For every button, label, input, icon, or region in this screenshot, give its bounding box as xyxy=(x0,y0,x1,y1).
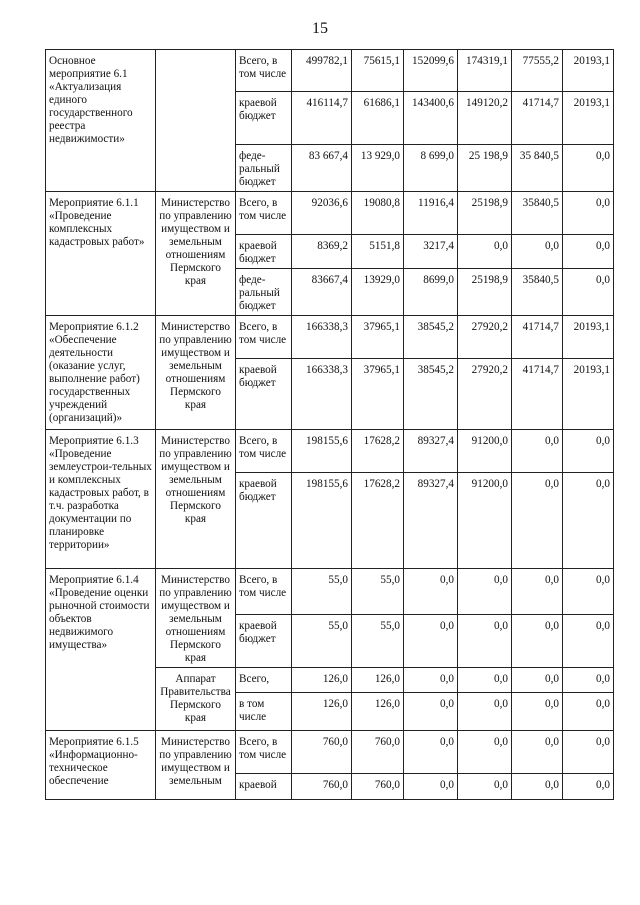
funding-source: в том числе xyxy=(236,693,292,731)
amount-cell: 0,0 xyxy=(563,614,614,667)
amount-cell: 416114,7 xyxy=(292,92,352,145)
amount-cell: 27920,2 xyxy=(458,359,512,430)
amount-cell: 0,0 xyxy=(563,235,614,269)
amount-cell: 760,0 xyxy=(352,731,404,774)
amount-cell: 89327,4 xyxy=(404,473,458,569)
executor-cell: Министерство по управлению имуществом и земельным отношениям Пермского края xyxy=(156,316,236,430)
funding-source: краевой бюджет xyxy=(236,92,292,145)
amount-cell: 55,0 xyxy=(292,614,352,667)
amount-cell: 20193,1 xyxy=(563,316,614,359)
amount-cell: 77555,2 xyxy=(512,50,563,92)
amount-cell: 0,0 xyxy=(512,693,563,731)
amount-cell: 0,0 xyxy=(563,145,614,192)
amount-cell: 0,0 xyxy=(404,614,458,667)
amount-cell: 41714,7 xyxy=(512,92,563,145)
executor-cell: Министерство по управлению имуществом и земельным xyxy=(156,731,236,800)
amount-cell: 0,0 xyxy=(512,235,563,269)
amount-cell: 19080,8 xyxy=(352,192,404,235)
amount-cell: 0,0 xyxy=(458,774,512,800)
amount-cell: 91200,0 xyxy=(458,473,512,569)
amount-cell: 174319,1 xyxy=(458,50,512,92)
funding-source: Всего, в том числе xyxy=(236,50,292,92)
amount-cell: 0,0 xyxy=(512,569,563,615)
page-number: 15 xyxy=(312,20,328,37)
funding-source: краевой бюджет xyxy=(236,614,292,667)
amount-cell: 41714,7 xyxy=(512,359,563,430)
amount-cell: 35 840,5 xyxy=(512,145,563,192)
amount-cell: 166338,3 xyxy=(292,316,352,359)
amount-cell: 83667,4 xyxy=(292,269,352,316)
amount-cell: 0,0 xyxy=(563,430,614,473)
amount-cell: 13 929,0 xyxy=(352,145,404,192)
amount-cell: 0,0 xyxy=(404,731,458,774)
amount-cell: 0,0 xyxy=(458,235,512,269)
amount-cell: 126,0 xyxy=(352,693,404,731)
activity-name: Мероприятие 6.1.3 «Проведение землеустрои-тельных и комплексных кадастровых работ, в т.ч. разработка документации по планировке территории» xyxy=(46,430,156,569)
amount-cell: 126,0 xyxy=(352,668,404,693)
amount-cell: 0,0 xyxy=(563,569,614,615)
amount-cell: 0,0 xyxy=(458,569,512,615)
table-row xyxy=(46,316,614,359)
amount-cell: 91200,0 xyxy=(458,430,512,473)
amount-cell: 0,0 xyxy=(563,473,614,569)
executor-cell: Министерство по управлению имуществом и земельным отношениям Пермского края xyxy=(156,192,236,316)
amount-cell: 0,0 xyxy=(563,269,614,316)
amount-cell: 89327,4 xyxy=(404,430,458,473)
amount-cell: 0,0 xyxy=(512,731,563,774)
amount-cell: 499782,1 xyxy=(292,50,352,92)
amount-cell: 38545,2 xyxy=(404,316,458,359)
table-row xyxy=(46,50,614,92)
amount-cell: 0,0 xyxy=(512,774,563,800)
amount-cell: 198155,6 xyxy=(292,430,352,473)
amount-cell: 20193,1 xyxy=(563,50,614,92)
funding-source: феде-ральный бюджет xyxy=(236,269,292,316)
activity-name: Мероприятие 6.1.2 «Обеспечение деятельности (оказание услуг, выполнение работ) государственных учреждений (организаций)» xyxy=(46,316,156,430)
amount-cell: 27920,2 xyxy=(458,316,512,359)
amount-cell: 126,0 xyxy=(292,668,352,693)
table-row xyxy=(46,731,614,774)
amount-cell: 25198,9 xyxy=(458,269,512,316)
table-row xyxy=(46,569,614,615)
funding-source: краевой бюджет xyxy=(236,235,292,269)
amount-cell: 0,0 xyxy=(404,668,458,693)
amount-cell: 17628,2 xyxy=(352,473,404,569)
amount-cell: 35840,5 xyxy=(512,269,563,316)
amount-cell: 61686,1 xyxy=(352,92,404,145)
amount-cell: 0,0 xyxy=(458,693,512,731)
amount-cell: 126,0 xyxy=(292,693,352,731)
amount-cell: 0,0 xyxy=(404,774,458,800)
amount-cell: 0,0 xyxy=(563,731,614,774)
executor-cell: Министерство по управлению имуществом и земельным отношениям Пермского края xyxy=(156,430,236,569)
amount-cell: 0,0 xyxy=(512,668,563,693)
amount-cell: 0,0 xyxy=(404,693,458,731)
amount-cell: 760,0 xyxy=(292,774,352,800)
amount-cell: 20193,1 xyxy=(563,359,614,430)
amount-cell: 38545,2 xyxy=(404,359,458,430)
table-row xyxy=(46,430,614,473)
executor-cell: Аппарат Правительства Пермского края xyxy=(156,668,236,731)
amount-cell: 41714,7 xyxy=(512,316,563,359)
amount-cell: 0,0 xyxy=(458,731,512,774)
funding-source: краевой бюджет xyxy=(236,473,292,569)
amount-cell: 8699,0 xyxy=(404,269,458,316)
executor-cell: Министерство по управлению имуществом и земельным отношениям Пермского края xyxy=(156,569,236,668)
funding-source: Всего, xyxy=(236,668,292,693)
funding-source: феде-ральный бюджет xyxy=(236,145,292,192)
amount-cell: 55,0 xyxy=(352,569,404,615)
amount-cell: 3217,4 xyxy=(404,235,458,269)
amount-cell: 0,0 xyxy=(512,614,563,667)
amount-cell: 55,0 xyxy=(352,614,404,667)
amount-cell: 11916,4 xyxy=(404,192,458,235)
amount-cell: 35840,5 xyxy=(512,192,563,235)
budget-table xyxy=(45,49,614,800)
amount-cell: 152099,6 xyxy=(404,50,458,92)
amount-cell: 0,0 xyxy=(563,774,614,800)
amount-cell: 83 667,4 xyxy=(292,145,352,192)
activity-name: Основное мероприятие 6.1 «Актуализация единого государственного реестра недвижимости» xyxy=(46,50,156,192)
activity-name: Мероприятие 6.1.4 «Проведение оценки рыночной стоимости объектов недвижимого имущества» xyxy=(46,569,156,731)
amount-cell: 20193,1 xyxy=(563,92,614,145)
executor-cell xyxy=(156,50,236,192)
amount-cell: 25 198,9 xyxy=(458,145,512,192)
amount-cell: 198155,6 xyxy=(292,473,352,569)
amount-cell: 92036,6 xyxy=(292,192,352,235)
funding-source: Всего, в том числе xyxy=(236,731,292,774)
amount-cell: 37965,1 xyxy=(352,316,404,359)
amount-cell: 0,0 xyxy=(512,473,563,569)
funding-source: краевой бюджет xyxy=(236,359,292,430)
amount-cell: 0,0 xyxy=(563,192,614,235)
funding-source: Всего, в том числе xyxy=(236,192,292,235)
amount-cell: 0,0 xyxy=(458,614,512,667)
amount-cell: 5151,8 xyxy=(352,235,404,269)
amount-cell: 760,0 xyxy=(292,731,352,774)
amount-cell: 166338,3 xyxy=(292,359,352,430)
amount-cell: 75615,1 xyxy=(352,50,404,92)
amount-cell: 37965,1 xyxy=(352,359,404,430)
amount-cell: 760,0 xyxy=(352,774,404,800)
amount-cell: 143400,6 xyxy=(404,92,458,145)
funding-source: Всего, в том числе xyxy=(236,569,292,615)
amount-cell: 0,0 xyxy=(563,693,614,731)
activity-name: Мероприятие 6.1.1 «Проведение комплексных кадастровых работ» xyxy=(46,192,156,316)
amount-cell: 8 699,0 xyxy=(404,145,458,192)
amount-cell: 13929,0 xyxy=(352,269,404,316)
funding-source: Всего, в том числе xyxy=(236,430,292,473)
amount-cell: 17628,2 xyxy=(352,430,404,473)
amount-cell: 25198,9 xyxy=(458,192,512,235)
amount-cell: 149120,2 xyxy=(458,92,512,145)
amount-cell: 0,0 xyxy=(563,668,614,693)
activity-name: Мероприятие 6.1.5 «Информационно-техническое обеспечение xyxy=(46,731,156,800)
amount-cell: 0,0 xyxy=(404,569,458,615)
table-row xyxy=(46,192,614,235)
amount-cell: 55,0 xyxy=(292,569,352,615)
amount-cell: 0,0 xyxy=(512,430,563,473)
amount-cell: 8369,2 xyxy=(292,235,352,269)
funding-source: Всего, в том числе xyxy=(236,316,292,359)
amount-cell: 0,0 xyxy=(458,668,512,693)
funding-source: краевой xyxy=(236,774,292,800)
